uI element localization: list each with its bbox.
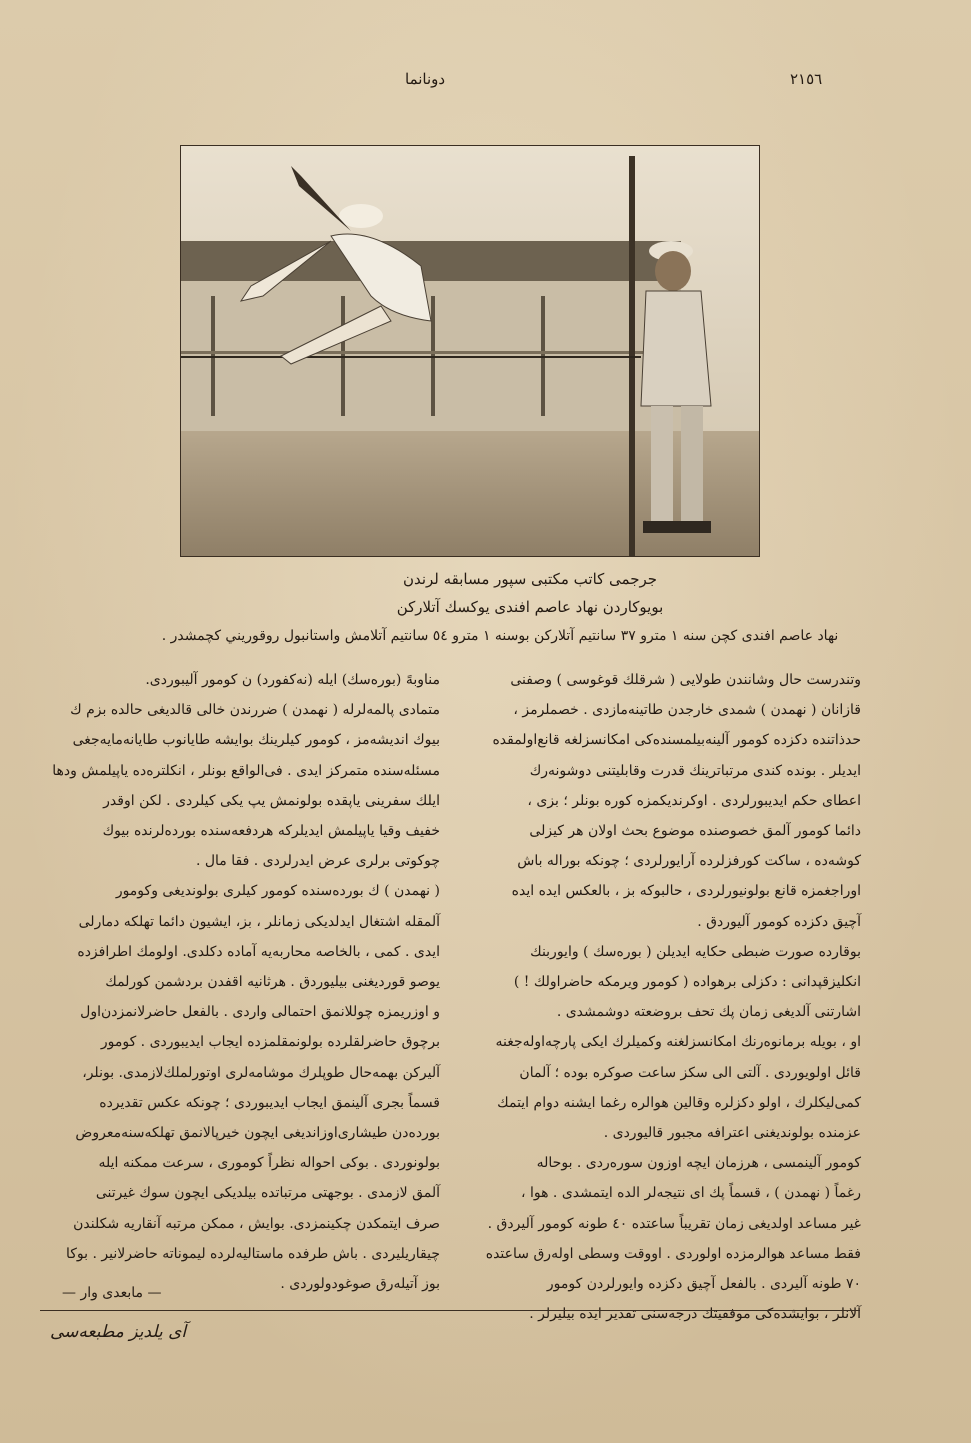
caption-line-2: بویوکاردن نهاد عاصم افندی یوکسك آتلارکن [396,598,664,616]
text-line: وتندرست حال وشانندن طولایی ( شرقلك قوغوسی ) وصفنی [510,672,861,688]
text-line: قازانان ( نهمدن ) شمدی خارجدن طاتینه‌مازدی . خصملرمز ، [513,702,861,719]
text-line: آلانلر ، بوایشده‌کی موفقیتك درجه‌سنی تقدیر ایده بیلیرلر . [529,1306,861,1323]
caption-line-1: جرجمی کاتب مکتبی سپور مسابقه لرندن [402,570,658,588]
text-line: ( نهمدن ) ك بورده‌سنده کومور کیلری بولوندیغی وکومور [115,883,440,900]
text-line: فقط مساعد هوالرمزده اولوردی . اووقت وسطی اوله‌رق ساعتده [485,1245,861,1262]
text-column-right [466,665,861,1329]
text-line: ٧٠ طونه آلیردی . بالفعل آچیق دکزده وایورلردن کومور [546,1276,861,1293]
text-line: قائل اولویوردی . آلتی الی سکز ساعت صوکره بوده ؛ آلمان [519,1064,861,1081]
text-line: اشارتنی آلدیغی زمان پك تحف بروضعته دوشمشدی . [556,1004,861,1021]
text-line: مناوبهً (بورەسك) ایله (نه‌کفورد) ن کومور آلیبوردی. [145,672,440,688]
text-line: چوکوتی برلری عرض ایدرلردی . فقا مال . [195,853,440,870]
text-line: ایلك سفرینی یاپقده بولونمش یپ یکی کیلردی . لکن اوقدر [103,792,440,809]
text-line: آلمقله اشتغال ایدلدیکی زمانلر ، بز، ایشیون دائما تهلکه دمارلی [78,913,440,930]
text-line: او ، بویله برمانوه‌رنك امکانسزلغنه وکمیلرك ایکی پارچه‌اوله‌جغنه [495,1034,861,1051]
text-line: غیر مساعد اولدیغی زمان تقریباً ساعتده ٤٠ طونه کومور آلیردق . [487,1215,861,1232]
text-line: بورده‌دن طیشاری‌اوزاندیغی ایچون خیرپالانمق تهلکه‌سنه‌معروض [75,1125,440,1142]
text-column-left [45,665,440,1299]
text-line: انکلیزقپدانی : دکزلی برهواده ( کومور ویرمکه حاضراولك ! ) [513,974,861,991]
text-line: عزمنده بولوندیغنی اعترافه مجبور قالیوردی . [603,1125,861,1142]
text-line: دائما کومور آلمق خصوصنده موضوع بحث اولان هر کیزلی [529,823,861,840]
text-line: متمادی پالمه‌لرله ( نهمدن ) ضررندن خالی قالدیغی حالده بزم ك [70,702,440,719]
text-line: کمی‌لیکلرك ، اولو دکزلره وقالین هوالره رغما ایشنه دوام ایتمك [497,1094,861,1111]
text-line: ایدیلر . بونده کندی مرتباترینك قدرت وقابلیتنی دوشونه‌رك [529,762,861,779]
text-line: خفیف وقیا یاپیلمش ایدیلرکه هردفعه‌سنده بورده‌لرنده بیوك [102,823,440,840]
text-line: آلیرکن بهمه‌حال طوپلرك موشامه‌لری اوتورلملك‌لازمدی. بونلر، [82,1064,440,1081]
text-line: بولونوردی . بوکی احواله نظراً کوموری ، سرعت ممکنه ایله [98,1155,440,1172]
text-line: چیقاریلیردی . باش طرفده ماستالیه‌لرده لیموناته حاضرلانیر . بوکا [65,1245,440,1262]
page-number: ٢١٥٦ [790,70,823,88]
text-line: رغماً ( نهمدن ) ، قسماً پك ای نتیجه‌لر الده ایتمشدی . هوا ، [521,1185,861,1202]
text-line: ایدی . کمی ، بالخاصه محاربه‌یه آماده دکلدی. اولومك اطرافزده [77,943,440,960]
text-line: برچوق حاضرلقلرده بولونمقلمزده ایجاب ایدیبوردی . کومور [100,1034,440,1051]
text-line: بوقارده صورت ضبطی حکایه ایدیلن ( بورەسك ) وایوربنك [530,943,861,960]
printer-imprint: آی یلدیز مطبعه‌سی [50,1322,187,1342]
text-line: حدذاتنده دکزده کومور آلینه‌بیلمسنده‌کی امکانسزلغه قانع‌اولمقده [492,732,861,749]
text-line: کوشه‌ده ، ساکت کورفزلرده آرایورلردی ؛ چونکه بوراله باش [517,853,861,870]
text-line: کومور آلینمسی ، هرزمان ایچه اوزون سوره‌ردی . بوحاله [536,1155,861,1172]
text-line: و اوزریمزه چوللانمق احتمالی واردی . بالفعل حاضرلانمزدن‌اول [80,1004,440,1021]
text-line: آچیق دکزده کومور آلیوردق . [697,913,861,930]
text-line: اوراجغمزه قانع بولونیورلردی ، حالبوکه بز ، بالعکس ایده ایده [511,883,861,900]
text-line: بیوك اندیشه‌مز ، کومور کیلرینك بوایشه طایانوب طایانه‌مایه‌جغی [72,732,440,749]
text-line: قسماً بجری آلینمق ایجاب ایدیبوردی ؛ چونکه عکس تقدیرده [99,1094,440,1111]
caption-line-3: نهاد عاصم افندی کچن سنه ١ مترو ٣٧ سانتیم آتلارکن بوسنه ١ مترو ٥٤ سانتیم آتلامش واستانبول روقوريني کچمشدر . [161,628,839,644]
text-line: صرف ایتمکدن چکینمزدی. بوایش ، ممکن مرتبه آنقاریه شکلندن [73,1215,440,1232]
text-line: آلمق لازمدی . بوجهتی مرتباتده بیلدیکی ایچون سوك غیرتنی [95,1185,440,1202]
footer-rule [40,1310,860,1311]
photograph-high-jump [180,145,760,557]
text-line: بوز آتیله‌رق صوغودولوردی . [280,1276,440,1293]
continued-note: — مابعدی وار — [62,1285,162,1301]
text-line: مسئله‌سنده متمرکز ایدی . فی‌الواقع بونلر ، انکلتره‌ده یاپیلمش ودها [52,762,440,779]
running-title: دونانما [405,70,446,88]
text-line: اعطای حکم ایدیبورلردی . اوکرندیکمزه کوره بونلر ؛ بزی ، [527,792,861,809]
photo-illustration [181,146,759,556]
text-line: یوصو قوردیغنی بیلیوردق . هرثانیه اقفدن بردشمن کورلمك [105,974,440,991]
